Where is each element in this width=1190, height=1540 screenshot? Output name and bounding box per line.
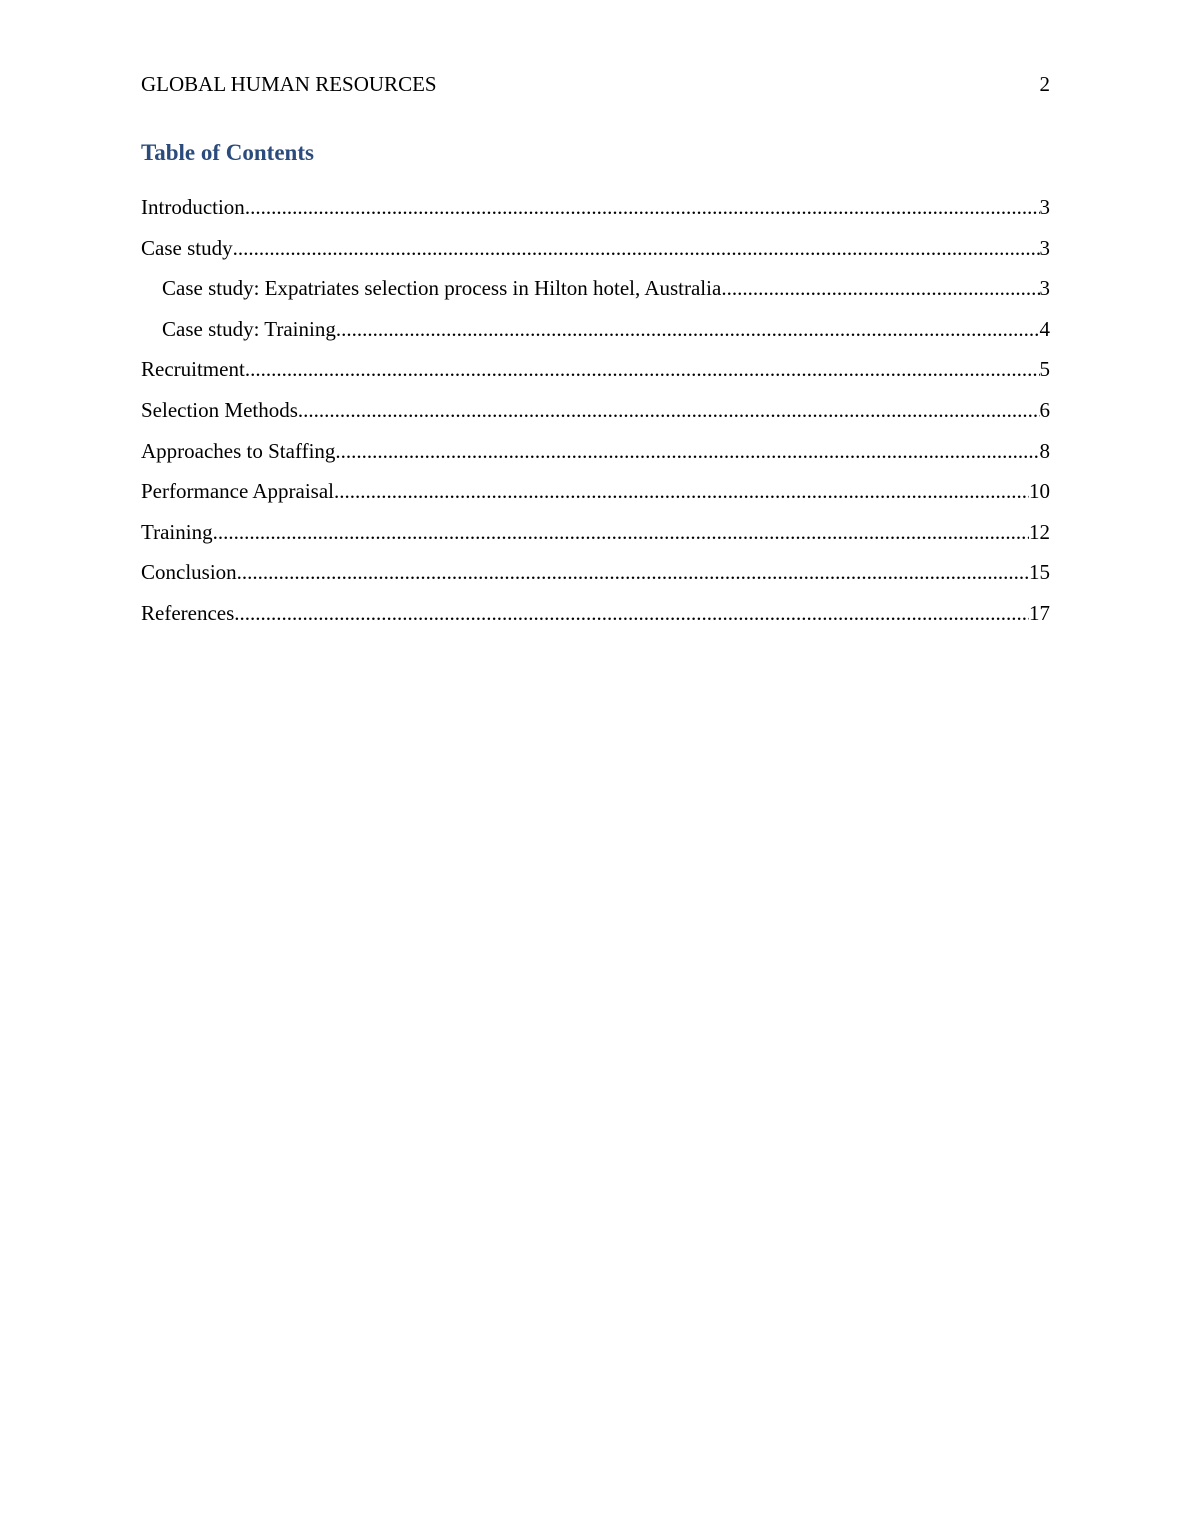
toc-entry-performance-appraisal[interactable] (141, 477, 1050, 518)
toc-entry-approaches-to-staffing[interactable] (141, 437, 1050, 478)
toc-entry-page: 15 (1029, 560, 1050, 585)
running-head-title: GLOBAL HUMAN RESOURCES (141, 72, 437, 96)
dot-leader (213, 518, 1029, 546)
toc-entry-page: 10 (1029, 479, 1050, 504)
toc-entry-page: 3 (1039, 195, 1050, 219)
toc-entry-label: Case study (141, 235, 233, 260)
dot-leader (245, 355, 1040, 383)
toc-entry-label: Training (141, 519, 213, 544)
toc-entry-label: Case study: Training (162, 316, 336, 341)
dot-leader (336, 315, 1040, 343)
dot-leader (335, 437, 1039, 465)
toc-entry-label: Recruitment (141, 357, 245, 382)
dot-leader (233, 234, 1040, 262)
table-of-contents (141, 193, 1050, 640)
toc-entry-page: 3 (1039, 276, 1050, 301)
toc-entry-label: Performance Appraisal (141, 479, 335, 504)
page-number: 2 (1039, 72, 1050, 96)
toc-entry-page: 8 (1039, 438, 1050, 463)
toc-entry-selection-methods[interactable] (141, 396, 1050, 437)
toc-entry-page: 17 (1029, 600, 1050, 625)
toc-entry-page: 12 (1029, 519, 1050, 544)
running-head (141, 70, 1050, 98)
toc-entry-label: Case study: Expatriates selection process in Hilton hotel, Australia (162, 276, 722, 301)
toc-entry-case-study-expatriates[interactable] (141, 274, 1050, 315)
toc-entry-label: References (141, 600, 235, 625)
dot-leader (721, 274, 1039, 302)
dot-leader (334, 477, 1029, 505)
toc-entry-case-study-training[interactable] (141, 315, 1050, 356)
dot-leader (237, 558, 1029, 586)
toc-entry-case-study[interactable] (141, 234, 1050, 275)
dot-leader (234, 599, 1029, 627)
dot-leader (245, 193, 1040, 221)
toc-entry-training[interactable] (141, 518, 1050, 559)
toc-entry-label: Selection Methods (141, 397, 298, 422)
toc-entry-introduction[interactable] (141, 193, 1050, 234)
toc-entry-page: 3 (1039, 235, 1050, 260)
toc-heading: Table of Contents (141, 140, 314, 165)
toc-entry-references[interactable] (141, 599, 1050, 640)
toc-entry-page: 5 (1039, 357, 1050, 382)
toc-entry-page: 6 (1039, 397, 1050, 422)
toc-entry-conclusion[interactable] (141, 558, 1050, 599)
toc-entry-label: Conclusion (141, 560, 237, 585)
toc-entry-page: 4 (1039, 316, 1050, 341)
toc-entry-label: Approaches to Staffing (141, 438, 336, 463)
toc-entry-label: Introduction (141, 195, 245, 219)
toc-entry-recruitment[interactable] (141, 355, 1050, 396)
dot-leader (298, 396, 1040, 424)
